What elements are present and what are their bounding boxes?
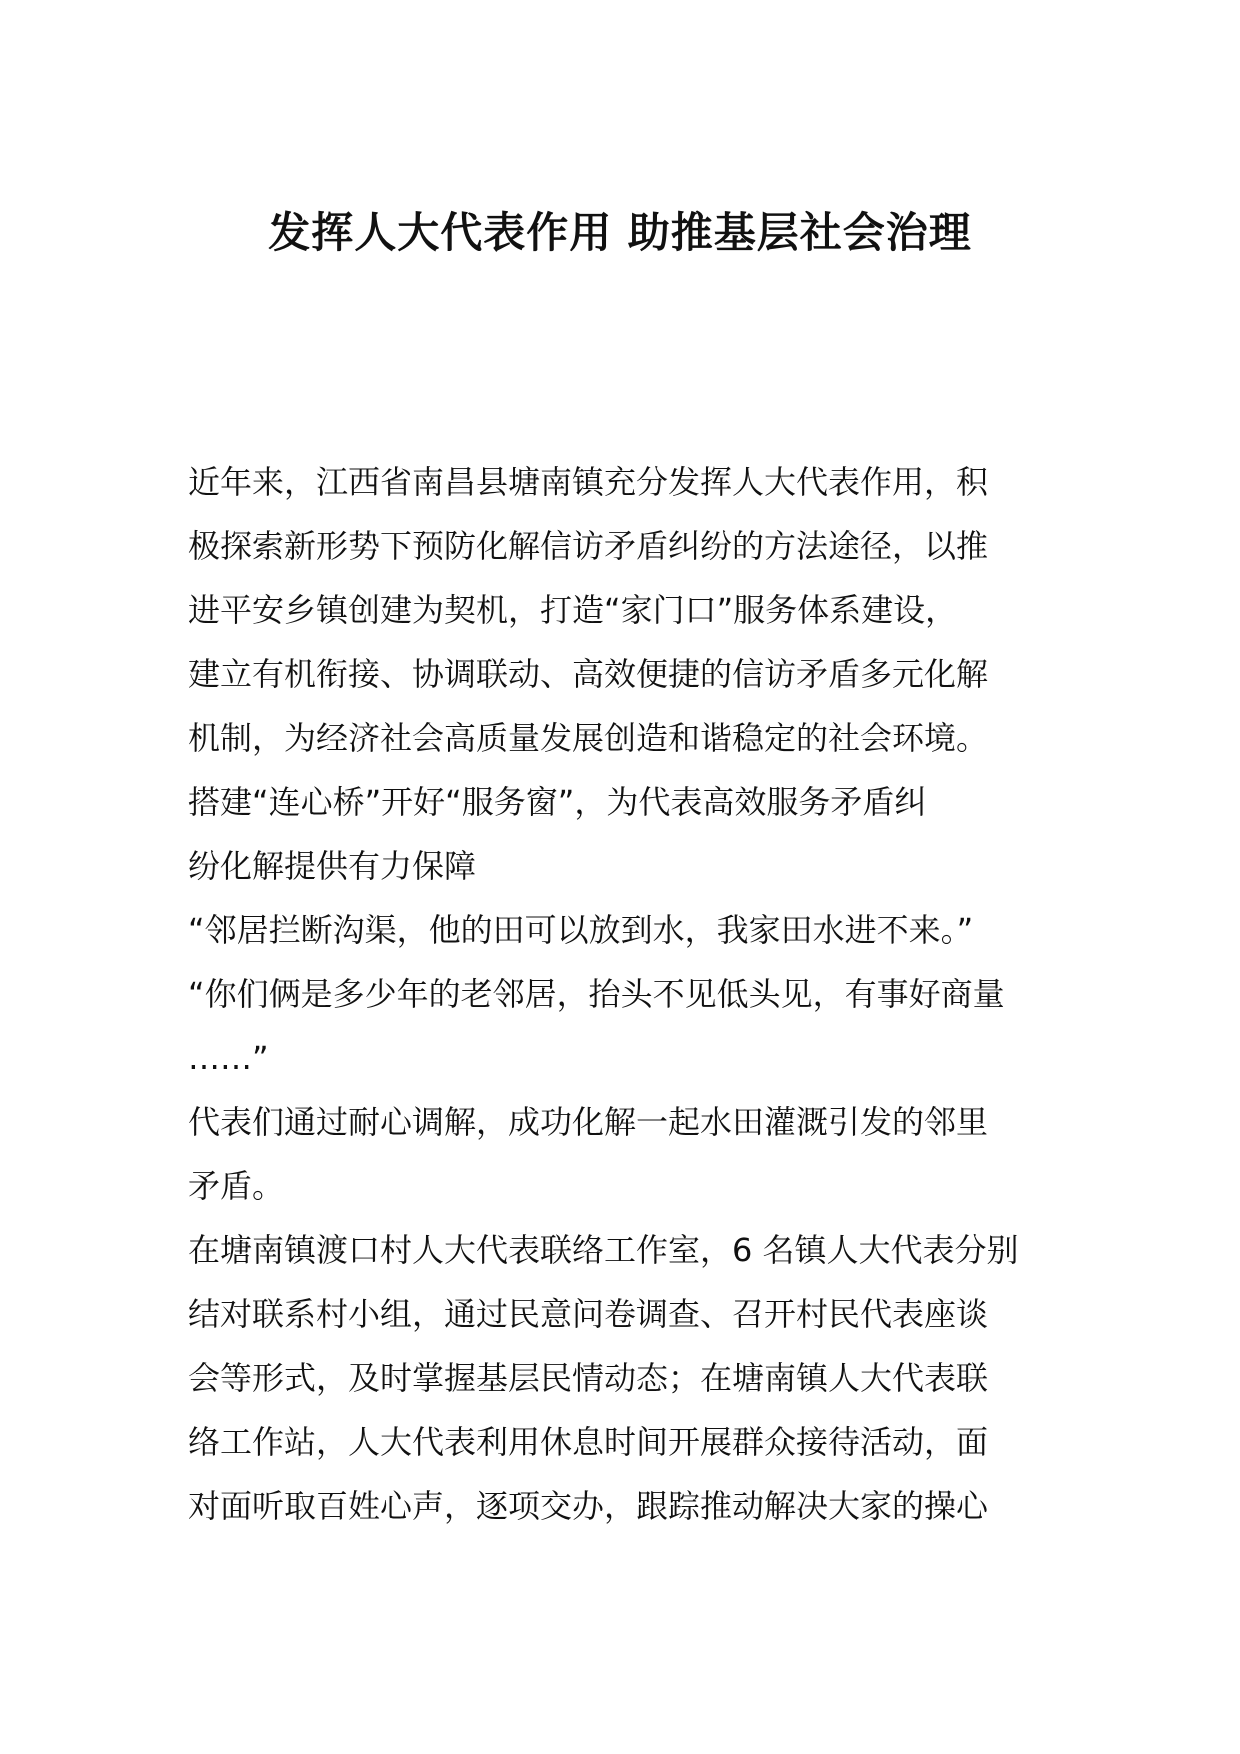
body-line: 对面听取百姓心声，逐项交办，跟踪推动解决大家的操心 xyxy=(188,1487,989,1525)
quote-line: ……” xyxy=(188,1039,269,1077)
section-heading-line: 纷化解提供有力保障 xyxy=(188,847,477,885)
body-line: 矛盾。 xyxy=(188,1167,285,1205)
quote-line: “邻居拦断沟渠，他的田可以放到水，我家田水进不来。” xyxy=(188,911,974,949)
document-title: 发挥人大代表作用 助推基层社会治理 xyxy=(268,208,972,257)
body-line: 极探索新形势下预防化解信访矛盾纠纷的方法途径，以推 xyxy=(188,527,989,565)
body-line: 会等形式，及时掌握基层民情动态；在塘南镇人大代表联 xyxy=(188,1359,989,1397)
body-line: 在塘南镇渡口村人大代表联络工作室，6 名镇人大代表分别 xyxy=(188,1231,1019,1269)
section-heading-line: 搭建“连心桥”开好“服务窗”，为代表高效服务矛盾纠 xyxy=(188,783,927,821)
body-line: 建立有机衔接、协调联动、高效便捷的信访矛盾多元化解 xyxy=(188,655,989,693)
quote-line: “你们俩是多少年的老邻居，抬头不见低头见，有事好商量 xyxy=(188,975,1005,1013)
document-body xyxy=(188,450,1062,1538)
body-line: 进平安乡镇创建为契机，打造“家门口”服务体系建设， xyxy=(188,591,958,629)
body-line: 近年来，江西省南昌县塘南镇充分发挥人大代表作用，积 xyxy=(188,463,989,501)
body-line: 络工作站，人大代表利用休息时间开展群众接待活动，面 xyxy=(188,1423,989,1461)
body-line: 代表们通过耐心调解，成功化解一起水田灌溉引发的邻里 xyxy=(188,1103,989,1141)
body-line: 机制，为经济社会高质量发展创造和谐稳定的社会环境。 xyxy=(188,719,989,757)
body-line: 结对联系村小组，通过民意问卷调查、召开村民代表座谈 xyxy=(188,1295,989,1333)
